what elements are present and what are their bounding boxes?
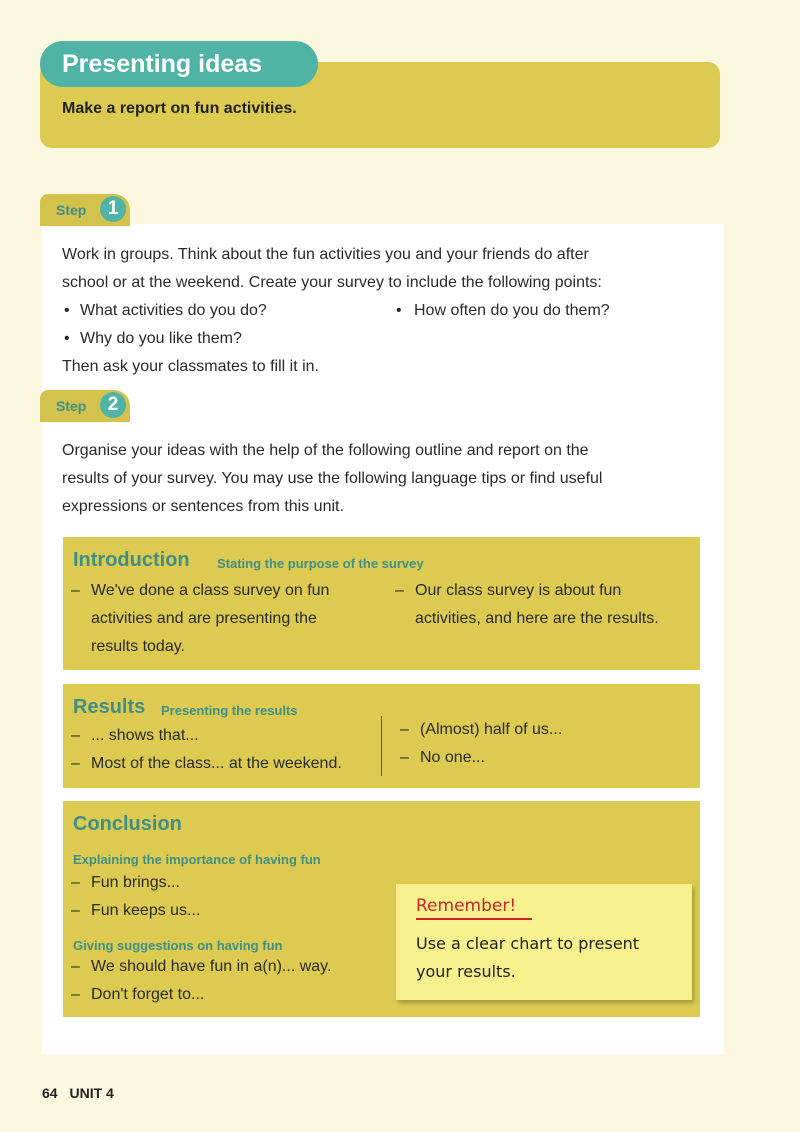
remember-line: Use a clear chart to present (416, 934, 640, 953)
phrase-row (71, 953, 391, 981)
introduction-box (63, 537, 700, 670)
remember-title: Remember! (416, 896, 517, 916)
instruction-line: Then ask your classmates to fill it in. (62, 358, 319, 375)
remember-note (396, 884, 692, 1000)
phrase-row (71, 722, 383, 750)
page-title: Presenting ideas (40, 41, 318, 87)
remember-line: your results. (416, 962, 516, 981)
dash-mark: – (71, 986, 80, 1003)
instruction-line: school or at the weekend. Create your survey to include the following points: (62, 274, 602, 291)
bullet-dot: • (64, 330, 70, 347)
dash-mark: – (395, 582, 404, 599)
bullet-item: What activities do you do? (80, 302, 267, 319)
dash-mark: – (400, 721, 409, 738)
phrase-line: No one... (420, 749, 485, 766)
column-divider (381, 716, 382, 776)
phrase-line: Don't forget to... (91, 986, 205, 1003)
results-phrases-right (400, 716, 690, 772)
bullet-item: How often do you do them? (414, 302, 610, 319)
phrase-line: activities, and here are the results. (415, 610, 659, 627)
phrase-row (71, 869, 391, 897)
step-1-instructions (62, 241, 712, 381)
phrase-row (400, 716, 690, 744)
phrase-line: We've done a class survey on fun (91, 582, 330, 599)
instruction-line: results of your survey. You may use the following language tips or find useful (62, 470, 603, 487)
phrase-line: Most of the class... at the weekend. (91, 755, 342, 772)
dash-mark: – (71, 874, 80, 891)
page-number: 64 (42, 1085, 58, 1101)
bullet-dot: • (396, 302, 402, 319)
phrase-line: Our class survey is about fun (415, 582, 622, 599)
step-label: Step (56, 202, 87, 218)
introduction-phrase-right (395, 577, 695, 633)
instruction-line: expressions or sentences from this unit. (62, 498, 344, 515)
step-number-badge: 1 (100, 196, 126, 222)
phrase-row (400, 744, 690, 772)
step-1-tab (40, 194, 130, 226)
phrase-line: activities and are presenting the (91, 610, 317, 627)
conclusion-group-1 (71, 869, 391, 925)
conclusion-heading: Conclusion (73, 813, 182, 835)
phrase-line: ... shows that... (91, 727, 199, 744)
instruction-line: Work in groups. Think about the fun activities you and your friends do after (62, 246, 589, 263)
conclusion-group-2 (71, 953, 391, 1009)
bullet-item: Why do you like them? (80, 330, 242, 347)
phrase-row (71, 750, 383, 778)
introduction-tagline: Stating the purpose of the survey (217, 556, 424, 571)
bullet-dot: • (64, 302, 70, 319)
page-footer (42, 1085, 114, 1101)
step-label: Step (56, 398, 87, 414)
dash-mark: – (71, 582, 80, 599)
phrase-line: (Almost) half of us... (420, 721, 563, 738)
phrase-line: Fun brings... (91, 874, 180, 891)
bullet-row (62, 297, 712, 325)
dash-mark: – (71, 755, 80, 772)
step-number-badge: 2 (100, 392, 126, 418)
dash-mark: – (71, 902, 80, 919)
bullet-row (62, 325, 712, 353)
step-2-instructions (62, 437, 712, 521)
remember-text (416, 930, 676, 986)
conclusion-subheading: Explaining the importance of having fun (73, 852, 321, 867)
results-phrases-left (71, 722, 383, 778)
introduction-heading: Introduction (73, 549, 190, 571)
conclusion-subheading: Giving suggestions on having fun (73, 938, 283, 953)
dash-mark: – (71, 958, 80, 975)
results-box (63, 684, 700, 788)
introduction-phrase-left (71, 577, 383, 661)
phrase-row (71, 897, 391, 925)
dash-mark: – (71, 727, 80, 744)
phrase-row (71, 981, 391, 1009)
instruction-line: Organise your ideas with the help of the following outline and report on the (62, 442, 589, 459)
remember-underline (416, 918, 532, 920)
results-heading: Results (73, 696, 146, 718)
phrase-line: We should have fun in a(n)... way. (91, 958, 332, 975)
dash-mark: – (400, 749, 409, 766)
step-2-tab (40, 390, 130, 422)
phrase-line: Fun keeps us... (91, 902, 201, 919)
phrase-line: results today. (91, 638, 185, 655)
results-tagline: Presenting the results (161, 703, 298, 718)
unit-label: UNIT 4 (69, 1085, 114, 1101)
page-subtitle: Make a report on fun activities. (62, 100, 297, 117)
